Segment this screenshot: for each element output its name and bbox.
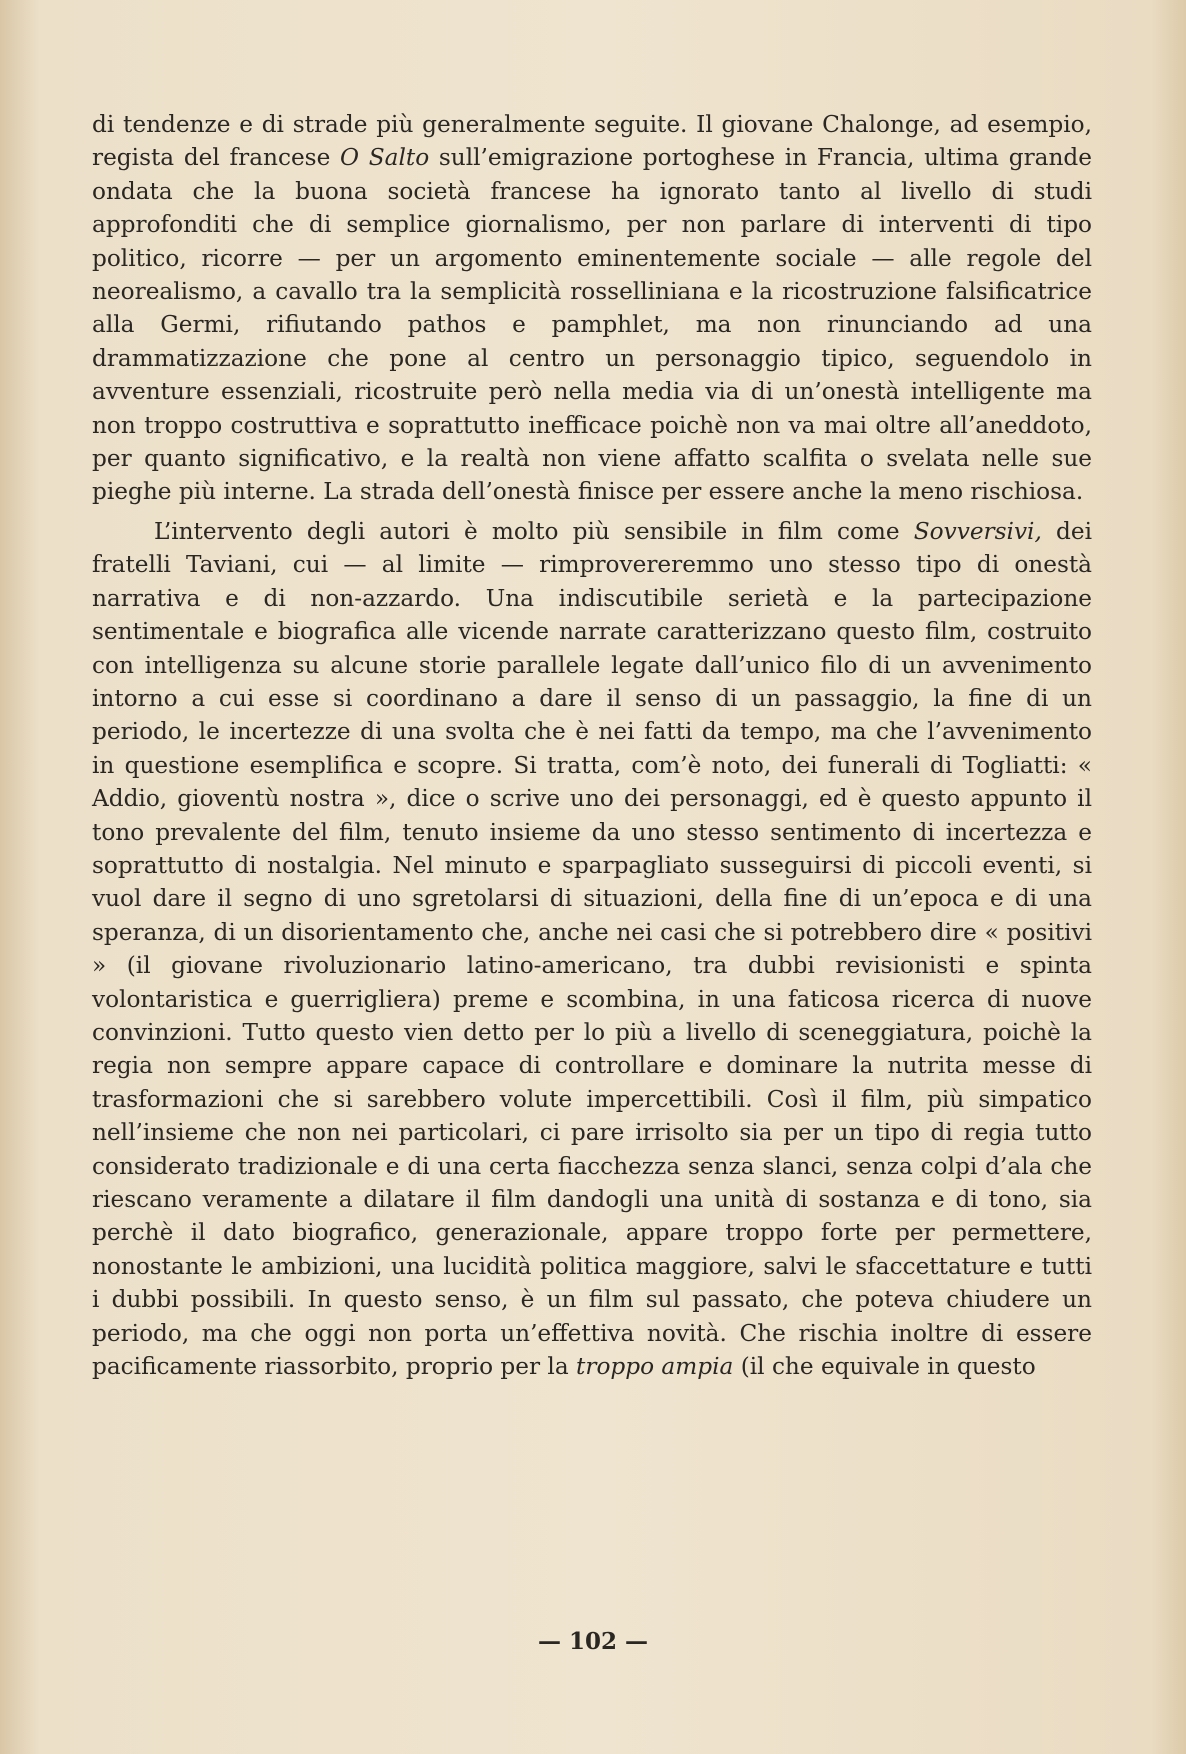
- text-segment: L’intervento degli autori è molto più sensibile in film come: [154, 517, 914, 545]
- paragraph-1: [92, 108, 1092, 509]
- italic-title: Sovversivi,: [913, 517, 1042, 545]
- italic-phrase: troppo ampia: [576, 1353, 734, 1381]
- text-segment: (il che equivale in questo: [733, 1353, 1036, 1381]
- body-text: [92, 108, 1092, 1383]
- text-segment: di tendenze e di strade più generalmente seguite. Il giovane Chalonge, ad esempio, regista del francese: [92, 111, 1092, 172]
- paragraph-2: [92, 515, 1092, 1384]
- text-segment: dei fratelli Taviani, cui — al limite — rimprovereremmo uno stesso tipo di onestà narrativa e di non-azzardo. Una indiscutibile serietà e la partecipazione sentimentale e biografica alle vicende narrate caratterizzano questo film, costruito con intelligenza su alcune storie parallele legate dall’unico filo di un avvenimento intorno a cui esse si coordinano a dare il senso di un passaggio, la fine di un periodo, le incertezze di una svolta che è nei fatti da tempo, ma che l’avvenimento in questione esemplifica e scopre. Si tratta, com’è noto, dei funerali di Togliatti: « Addio, gioventù nostra », dice o scrive uno dei personaggi, ed è questo appunto il tono prevalente del film, tenuto insieme da uno stesso sentimento di incertezza e soprattutto di nostalgia. Nel minuto e sparpagliato susseguirsi di piccoli eventi, si vuol dare il segno di uno sgretolarsi di situazioni, della fine di un’epoca e di una speranza, di un disorientamento che, anche nei casi che si potrebbero dire « positivi » (il giovane rivoluzionario latino-americano, tra dubbi revisionisti e spinta volontaristica e guerrigliera) preme e scombina, in una faticosa ricerca di nuove convinzioni. Tutto questo vien detto per lo più a livello di sceneggiatura, poichè la regia non sempre appare capace di controllare e dominare la nutrita messe di trasformazioni che si sarebbero volute impercettibili. Così il film, più simpatico nell’insieme che non nei particolari, ci pare irrisolto sia per un tipo di regia tutto considerato tradizionale e di una certa fiacchezza senza slanci, senza colpi d’ala che riescano veramente a dilatare il film dandogli una unità di sostanza e di tono, sia perchè il dato biografico, generazionale, appare troppo forte per permettere, nonostante le ambizioni, una lucidità politica maggiore, salvi le sfaccettature e tutti i dubbi possibili. In questo senso, è un film sul passato, che poteva chiudere un periodo, ma che oggi non porta un’effettiva novità. Che rischia inoltre di essere pacificamente riassorbito, proprio per la: [92, 517, 1092, 1381]
- text-segment: sull’emigrazione portoghese in Francia, ultima grande ondata che la buona società francese ha ignorato tanto al livello di studi approfonditi che di semplice giornalismo, per non parlare di interventi di tipo politico, ricorre — per un argomento eminentemente sociale — alle regole del neorealismo, a cavallo tra la semplicità rosselliniana e la ricostruzione falsificatrice alla Germi, rifiutando pathos e pamphlet, ma non rinunciando ad una drammatizzazione che pone al centro un personaggio tipico, seguendolo in avventure essenziali, ricostruite però nella media via di un’onestà intelligente ma non troppo costruttiva e soprattutto inefficace poichè non va mai oltre all’aneddoto, per quanto significativo, e la realtà non viene affatto scalfita o svelata nelle sue pieghe più interne. La strada dell’onestà finisce per essere anche la meno rischiosa.: [92, 144, 1092, 506]
- italic-title: O Salto: [340, 144, 430, 172]
- page-number: — 102 —: [537, 1628, 649, 1655]
